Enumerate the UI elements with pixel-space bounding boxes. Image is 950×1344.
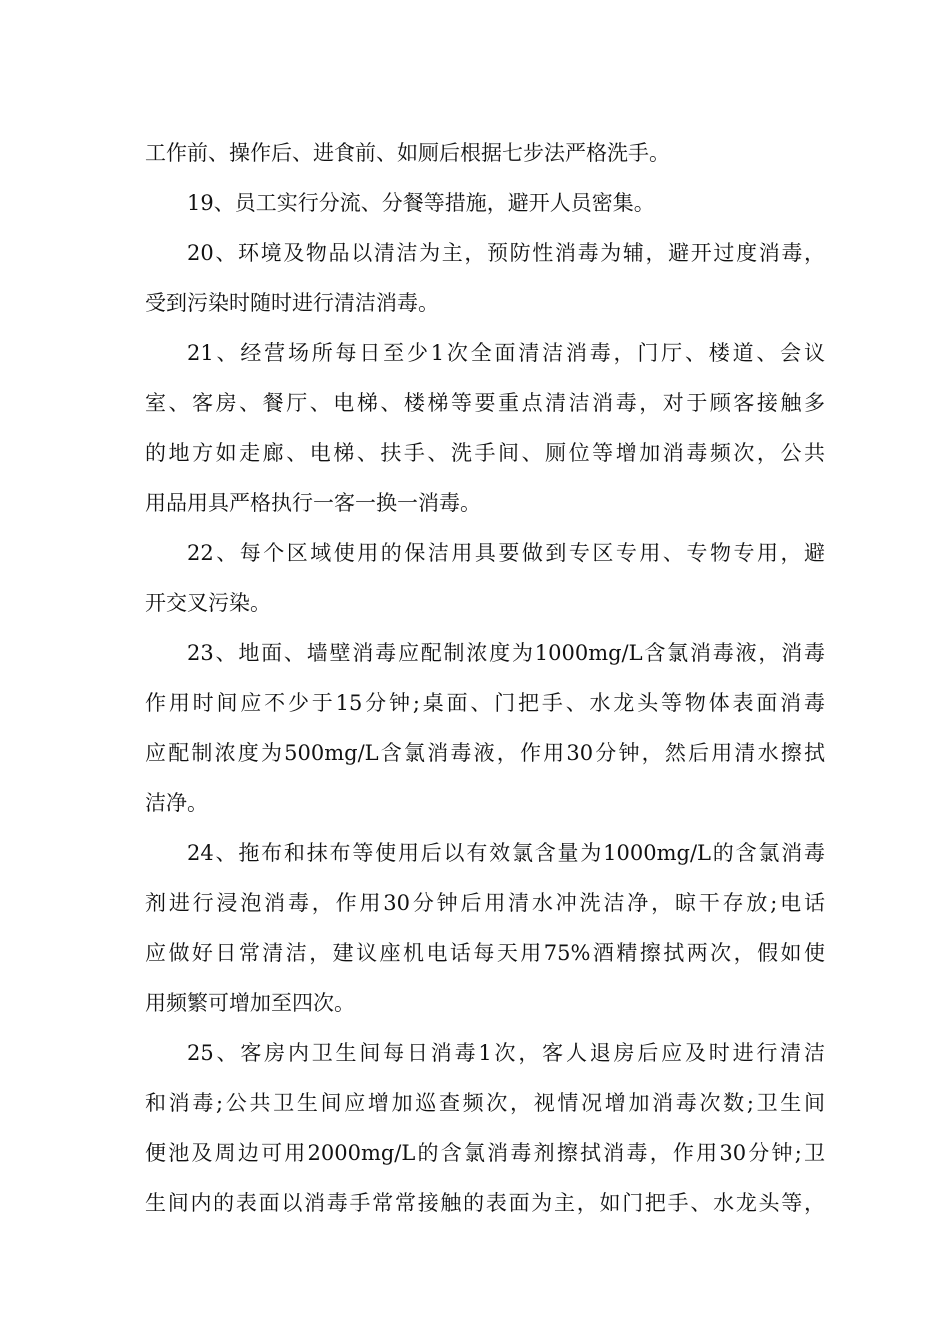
text-line: 室、客房、餐厅、电梯、楼梯等要重点清洁消毒，对于顾客接触多 <box>145 391 825 415</box>
text-line: 用频繁可增加至四次。 <box>145 991 355 1015</box>
text-line: 应做好日常清洁，建议座机电话每天用75%酒精擦拭两次，假如使 <box>145 941 825 965</box>
text-line: 作用时间应不少于15分钟;桌面、门把手、水龙头等物体表面消毒 <box>145 691 825 715</box>
body-text <box>145 128 825 1228</box>
text-line: 开交叉污染。 <box>145 591 271 615</box>
text-line: 用品用具严格执行一客一换一消毒。 <box>145 491 481 515</box>
text-line-item-20: 20、环境及物品以清洁为主，预防性消毒为辅，避开过度消毒， <box>187 241 825 265</box>
text-line: 的地方如走廊、电梯、扶手、洗手间、厕位等增加消毒频次，公共 <box>145 441 825 465</box>
text-line: 洁净。 <box>145 791 208 815</box>
text-line: 生间内的表面以消毒手常常接触的表面为主，如门把手、水龙头等， <box>145 1191 825 1215</box>
text-line: 剂进行浸泡消毒，作用30分钟后用清水冲洗洁净，晾干存放;电话 <box>145 891 825 915</box>
text-line-item-22: 22、每个区域使用的保洁用具要做到专区专用、专物专用，避 <box>187 541 825 565</box>
text-line: 工作前、操作后、进食前、如厕后根据七步法严格洗手。 <box>145 141 670 165</box>
text-line-item-25: 25、客房内卫生间每日消毒1次，客人退房后应及时进行清洁 <box>187 1041 825 1065</box>
text-line-item-21: 21、经营场所每日至少1次全面清洁消毒，门厅、楼道、会议 <box>187 341 825 365</box>
text-line: 应配制浓度为500mg/L含氯消毒液，作用30分钟，然后用清水擦拭 <box>145 741 825 765</box>
text-line-item-24: 24、拖布和抹布等使用后以有效氯含量为1000mg/L的含氯消毒 <box>187 841 825 865</box>
text-line: 和消毒;公共卫生间应增加巡查频次，视情况增加消毒次数;卫生间 <box>145 1091 825 1115</box>
text-line: 便池及周边可用2000mg/L的含氯消毒剂擦拭消毒，作用30分钟;卫 <box>145 1141 825 1165</box>
text-line: 受到污染时随时进行清洁消毒。 <box>145 291 439 315</box>
text-line-item-19: 19、员工实行分流、分餐等措施，避开人员密集。 <box>187 191 655 215</box>
text-line-item-23: 23、地面、墙壁消毒应配制浓度为1000mg/L含氯消毒液，消毒 <box>187 641 825 665</box>
